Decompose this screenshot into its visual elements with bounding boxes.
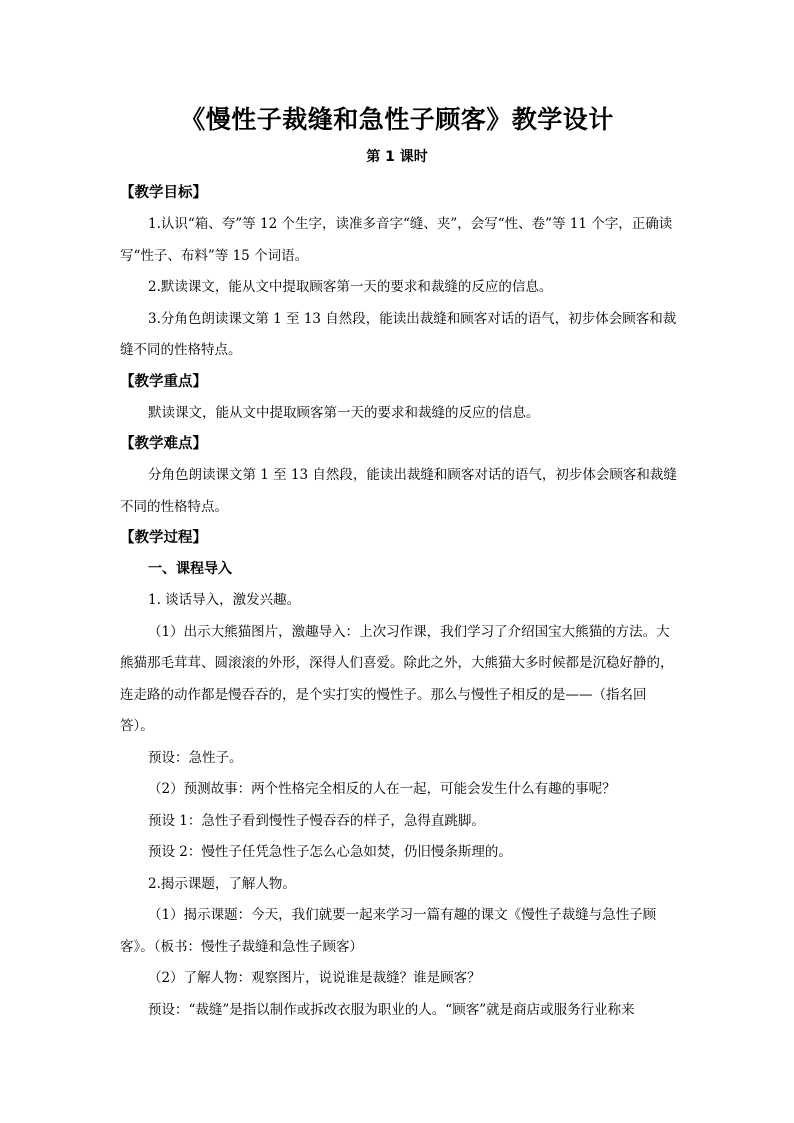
objective-item: 3.分角色朗读课文第 1 至 13 自然段，能读出裁缝和顾客对话的语气，初步体会顾客和裁缝不同的性格特点。 (120, 310, 677, 358)
lesson-subtitle: 第 1 课时 (366, 149, 428, 165)
process-paragraph: 预设 1：急性子看到慢性子慢吞吞的样子，急得直跳脚。 (148, 812, 485, 829)
process-paragraph: 预设 2：慢性子任凭急性子怎么心急如焚，仍旧慢条斯理的。 (148, 844, 512, 860)
difficulties-text: 分角色朗读课文第 1 至 13 自然段，能读出裁缝和顾客对话的语气，初步体会顾客和裁缝不同的性格特点。 (120, 467, 677, 515)
process-paragraph: （2）了解人物：观察图片，说说谁是裁缝？谁是顾客？ (148, 970, 481, 986)
key-points-heading: 【教学重点】 (120, 373, 207, 390)
process-paragraph: 预设：“裁缝”是指以制作或拆改衣服为职业的人。“顾客”就是商店或服务行业称来 (148, 1001, 635, 1018)
document-body (120, 178, 680, 1026)
process-paragraph: （2）预测故事：两个性格完全相反的人在一起，可能会发生什么有趣的事呢？ (148, 781, 616, 797)
process-paragraph: 1. 谈话导入，激发兴趣。 (148, 592, 301, 608)
process-heading: 【教学过程】 (120, 530, 207, 546)
process-paragraph: 预设：急性子。 (148, 749, 243, 766)
process-subheading: 一、课程导入 (148, 561, 232, 577)
objective-item: 2.默读课文，能从文中提取顾客第一天的要求和裁缝的反应的信息。 (148, 279, 553, 295)
process-paragraph: （1）揭示课题：今天，我们就要一起来学习一篇有趣的课文《慢性子裁缝与急性子顾客》。（板书：慢性子裁缝和急性子顾客） (120, 907, 657, 955)
objective-item: 1.认识“箱、夸”等 12 个生字，读准多音字“缝、夹”，会写“性、卷”等 11 个字，正确读写“性子、布料”等 15 个词语。 (120, 216, 673, 264)
process-paragraph: 2.揭示课题，了解人物。 (148, 875, 296, 892)
objectives-heading: 【教学目标】 (120, 185, 207, 201)
document-title: 《慢性子裁缝和急性子顾客》教学设计 (180, 105, 614, 134)
difficulties-heading: 【教学难点】 (120, 436, 207, 452)
key-points-text: 默读课文，能从文中提取顾客第一天的要求和裁缝的反应的信息。 (148, 404, 540, 421)
process-paragraph: （1）出示大熊猫图片，激趣导入：上次习作课，我们学习了介绍国宝大熊猫的方法。大熊猫那毛茸茸、圆滚滚的外形，深得人们喜爱。除此之外，大熊猫大多时候都是沉稳好静的，连走路的动作都是慢吞吞的，是个实打实的慢性子。那么与慢性子相反的是——（指名回答）。 (120, 623, 674, 734)
